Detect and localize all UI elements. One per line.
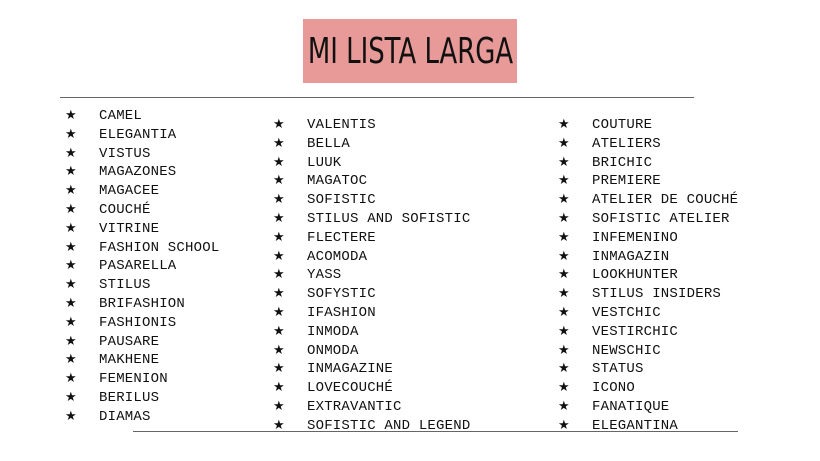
name-list-column-3 [558, 116, 738, 436]
list-item-label: VISTUS [99, 145, 151, 162]
star-icon: ★ [273, 173, 285, 189]
star-icon: ★ [273, 323, 285, 339]
list-item-label: INMAGAZINE [307, 361, 394, 378]
list-item [65, 370, 219, 389]
star-icon: ★ [558, 267, 570, 283]
list-item-label: INMAGAZIN [592, 248, 670, 265]
list-item-label: BELLA [307, 135, 351, 152]
list-item-label: BRICHIC [592, 154, 653, 171]
star-icon: ★ [65, 183, 77, 199]
list-item [273, 398, 470, 417]
list-item-label: ATELIER DE COUCHÉ [592, 192, 739, 209]
list-item [65, 257, 219, 276]
star-icon: ★ [273, 417, 285, 433]
list-item [273, 172, 470, 191]
list-item [558, 248, 738, 267]
list-item [65, 333, 219, 352]
star-icon: ★ [558, 117, 570, 132]
list-item-label: STATUS [592, 361, 644, 378]
list-item [273, 191, 470, 210]
list-item-label: VITRINE [99, 220, 160, 237]
star-icon: ★ [273, 267, 285, 283]
star-icon: ★ [65, 408, 77, 424]
star-icon: ★ [65, 295, 77, 311]
star-icon: ★ [558, 417, 570, 433]
list-item [273, 285, 470, 304]
star-icon: ★ [558, 342, 570, 358]
list-item-label: INMODA [307, 323, 359, 340]
star-icon: ★ [273, 192, 285, 208]
list-item-label: EXTRAVANTIC [307, 398, 402, 415]
list-item [65, 163, 219, 182]
list-item-label: YASS [307, 267, 342, 284]
star-icon: ★ [558, 398, 570, 414]
list-item-label: ICONO [592, 380, 636, 397]
list-item [65, 145, 219, 164]
list-item [65, 126, 219, 145]
list-item [65, 351, 219, 370]
list-item [558, 379, 738, 398]
star-icon: ★ [558, 361, 570, 377]
list-item [558, 210, 738, 229]
list-item-label: ONMODA [307, 342, 359, 359]
list-item [558, 172, 738, 191]
list-item [558, 398, 738, 417]
list-item-label: ELEGANTIA [99, 126, 177, 143]
star-icon: ★ [558, 304, 570, 320]
name-list-column-1 [65, 107, 219, 427]
list-item [65, 314, 219, 333]
list-item [273, 360, 470, 379]
name-list-column-2 [273, 116, 470, 436]
star-icon: ★ [65, 220, 77, 236]
star-icon: ★ [558, 173, 570, 189]
list-item [558, 304, 738, 323]
list-item [65, 239, 219, 258]
list-item-label: FASHION SCHOOL [99, 239, 220, 256]
star-icon: ★ [273, 398, 285, 414]
list-item [273, 154, 470, 173]
list-item [558, 154, 738, 173]
list-item-label: MAGACEE [99, 183, 160, 200]
list-item [273, 379, 470, 398]
list-item-label: FEMENION [99, 371, 168, 388]
star-icon: ★ [65, 126, 77, 142]
list-item [558, 285, 738, 304]
top-divider [60, 97, 694, 98]
star-icon: ★ [65, 164, 77, 180]
list-item [273, 248, 470, 267]
list-item-label: VESTIRCHIC [592, 323, 679, 340]
list-item-label: SOFISTIC ATELIER [592, 210, 730, 227]
list-item-label: DIAMAS [99, 408, 151, 425]
list-item-label: MAKHENE [99, 352, 160, 369]
list-item-label: FASHIONIS [99, 314, 177, 331]
star-icon: ★ [65, 239, 77, 255]
star-icon: ★ [558, 286, 570, 302]
list-item [558, 229, 738, 248]
list-item [65, 220, 219, 239]
list-item [273, 323, 470, 342]
list-item-label: PAUSARE [99, 333, 160, 350]
list-item-label: ATELIERS [592, 135, 661, 152]
list-item-label: BERILUS [99, 389, 160, 406]
list-item-label: ACOMODA [307, 248, 368, 265]
list-item [558, 116, 738, 135]
star-icon: ★ [273, 117, 285, 132]
star-icon: ★ [65, 258, 77, 274]
star-icon: ★ [558, 210, 570, 226]
star-icon: ★ [558, 323, 570, 339]
list-item-label: SOFYSTIC [307, 286, 376, 303]
star-icon: ★ [65, 108, 77, 123]
list-item-label: LOOKHUNTER [592, 267, 679, 284]
star-icon: ★ [65, 389, 77, 405]
star-icon: ★ [558, 154, 570, 170]
list-item [558, 191, 738, 210]
star-icon: ★ [65, 201, 77, 217]
star-icon: ★ [65, 145, 77, 161]
list-item-label: VALENTIS [307, 117, 376, 133]
list-item [273, 229, 470, 248]
list-item-label: FLECTERE [307, 229, 376, 246]
star-icon: ★ [273, 380, 285, 396]
list-item [558, 135, 738, 154]
list-item-label: STILUS [99, 277, 151, 294]
star-icon: ★ [558, 135, 570, 151]
list-item-label: STILUS AND SOFISTIC [307, 210, 471, 227]
list-item [65, 201, 219, 220]
star-icon: ★ [273, 135, 285, 151]
list-item [558, 417, 738, 436]
list-item-label: MAGAZONES [99, 164, 177, 181]
star-icon: ★ [273, 361, 285, 377]
list-item-label: PREMIERE [592, 173, 661, 190]
list-item [65, 295, 219, 314]
page-title: MI LISTA LARGA [307, 30, 513, 72]
list-item [558, 342, 738, 361]
list-item-label: NEWSCHIC [592, 342, 661, 359]
list-item-label: FANATIQUE [592, 398, 670, 415]
list-item-label: ELEGANTINA [592, 417, 679, 434]
list-item-label: COUCHÉ [99, 201, 151, 218]
list-item [273, 210, 470, 229]
star-icon: ★ [273, 248, 285, 264]
list-item [65, 389, 219, 408]
star-icon: ★ [65, 314, 77, 330]
list-item [273, 342, 470, 361]
list-item [65, 182, 219, 201]
list-item-label: CAMEL [99, 108, 143, 124]
list-item-label: IFASHION [307, 304, 376, 321]
list-item-label: PASARELLA [99, 258, 177, 275]
list-item-label: LOVECOUCHÉ [307, 380, 394, 397]
star-icon: ★ [65, 371, 77, 387]
star-icon: ★ [273, 342, 285, 358]
list-item-label: SOFISTIC AND LEGEND [307, 417, 471, 434]
list-item [558, 266, 738, 285]
star-icon: ★ [65, 333, 77, 349]
list-item-label: MAGATOC [307, 173, 368, 190]
star-icon: ★ [273, 286, 285, 302]
list-item [558, 323, 738, 342]
list-item [65, 276, 219, 295]
list-item-label: SOFISTIC [307, 192, 376, 209]
list-item [65, 408, 219, 427]
star-icon: ★ [273, 210, 285, 226]
list-item-label: BRIFASHION [99, 295, 186, 312]
star-icon: ★ [558, 248, 570, 264]
star-icon: ★ [65, 277, 77, 293]
list-item-label: STILUS INSIDERS [592, 286, 722, 303]
list-item [558, 360, 738, 379]
list-item-label: INFEMENINO [592, 229, 679, 246]
star-icon: ★ [65, 352, 77, 368]
list-item-label: VESTCHIC [592, 304, 661, 321]
list-item-label: COUTURE [592, 117, 653, 133]
list-item-label: LUUK [307, 154, 342, 171]
list-item [273, 135, 470, 154]
star-icon: ★ [558, 229, 570, 245]
list-item [65, 107, 219, 126]
star-icon: ★ [558, 380, 570, 396]
star-icon: ★ [273, 229, 285, 245]
list-item [273, 116, 470, 135]
list-item [273, 417, 470, 436]
star-icon: ★ [273, 304, 285, 320]
star-icon: ★ [273, 154, 285, 170]
list-item [273, 266, 470, 285]
star-icon: ★ [558, 192, 570, 208]
list-item [273, 304, 470, 323]
